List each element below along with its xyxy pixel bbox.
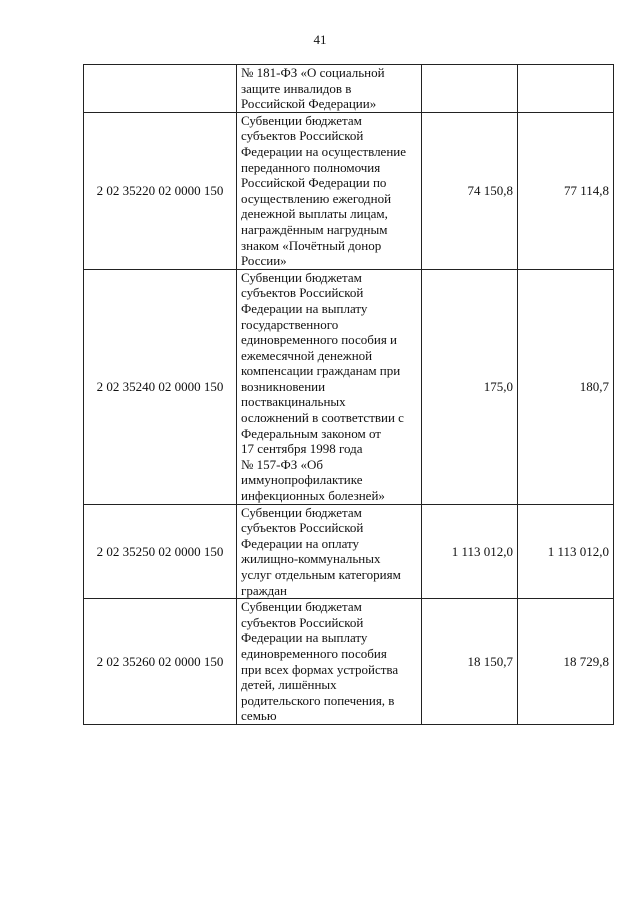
description-text: Субвенции бюджетам субъектов Российской Федерации на выплату единовременного пособия при всех формах устройства детей, лишённых родительского попечения, в семью <box>241 599 399 724</box>
description-cell <box>237 599 422 725</box>
amount-1-cell <box>422 65 518 113</box>
amount-2-cell <box>518 65 614 113</box>
table-row <box>84 269 614 504</box>
budget-code-cell: 2 02 35250 02 0000 150 <box>84 504 237 599</box>
table-row <box>84 112 614 269</box>
page-number: 41 <box>313 32 327 47</box>
budget-code-cell: 2 02 35240 02 0000 150 <box>84 269 237 504</box>
description-text: Субвенции бюджетам субъектов Российской Федерации на осуществление переданного полномочия Российской Федерации по осуществлению ежегодной денежной выплаты лицам, награждённым нагрудным знаком «Почётный донор России» <box>241 112 407 269</box>
amount-1-cell: 74 150,8 <box>422 112 518 269</box>
amount-2-cell: 77 114,8 <box>518 112 614 269</box>
description-text: Субвенции бюджетам субъектов Российской Федерации на оплату жилищно-коммунальных услуг отдельным категориям граждан <box>241 504 401 598</box>
amount-2-cell: 1 113 012,0 <box>518 504 614 599</box>
description-text: № 181-ФЗ «О социальной защите инвалидов в Российской Федерации» <box>241 65 385 112</box>
budget-code-cell: 2 02 35260 02 0000 150 <box>84 599 237 725</box>
amount-1-cell: 18 150,7 <box>422 599 518 725</box>
amount-1-cell: 1 113 012,0 <box>422 504 518 599</box>
budget-code-cell <box>84 65 237 113</box>
table-row <box>84 65 614 113</box>
amount-2-cell: 180,7 <box>518 269 614 504</box>
table-row <box>84 504 614 599</box>
amount-2-cell: 18 729,8 <box>518 599 614 725</box>
amount-1-cell: 175,0 <box>422 269 518 504</box>
description-text: Субвенции бюджетам субъектов Российской Федерации на выплату государственного единовременного пособия и ежемесячной денежной компенсации гражданам при возникновении поствакцинальных осложнений в соответствии с Федеральным законом от 17 сентября 1998 года № 157-ФЗ «Об иммунопрофилактике инфекционных болезней» <box>241 269 404 504</box>
description-cell <box>237 65 422 113</box>
description-cell <box>237 112 422 269</box>
table-row <box>84 599 614 725</box>
budget-code-cell: 2 02 35220 02 0000 150 <box>84 112 237 269</box>
budget-table <box>83 64 614 725</box>
description-cell <box>237 269 422 504</box>
description-cell <box>237 504 422 599</box>
